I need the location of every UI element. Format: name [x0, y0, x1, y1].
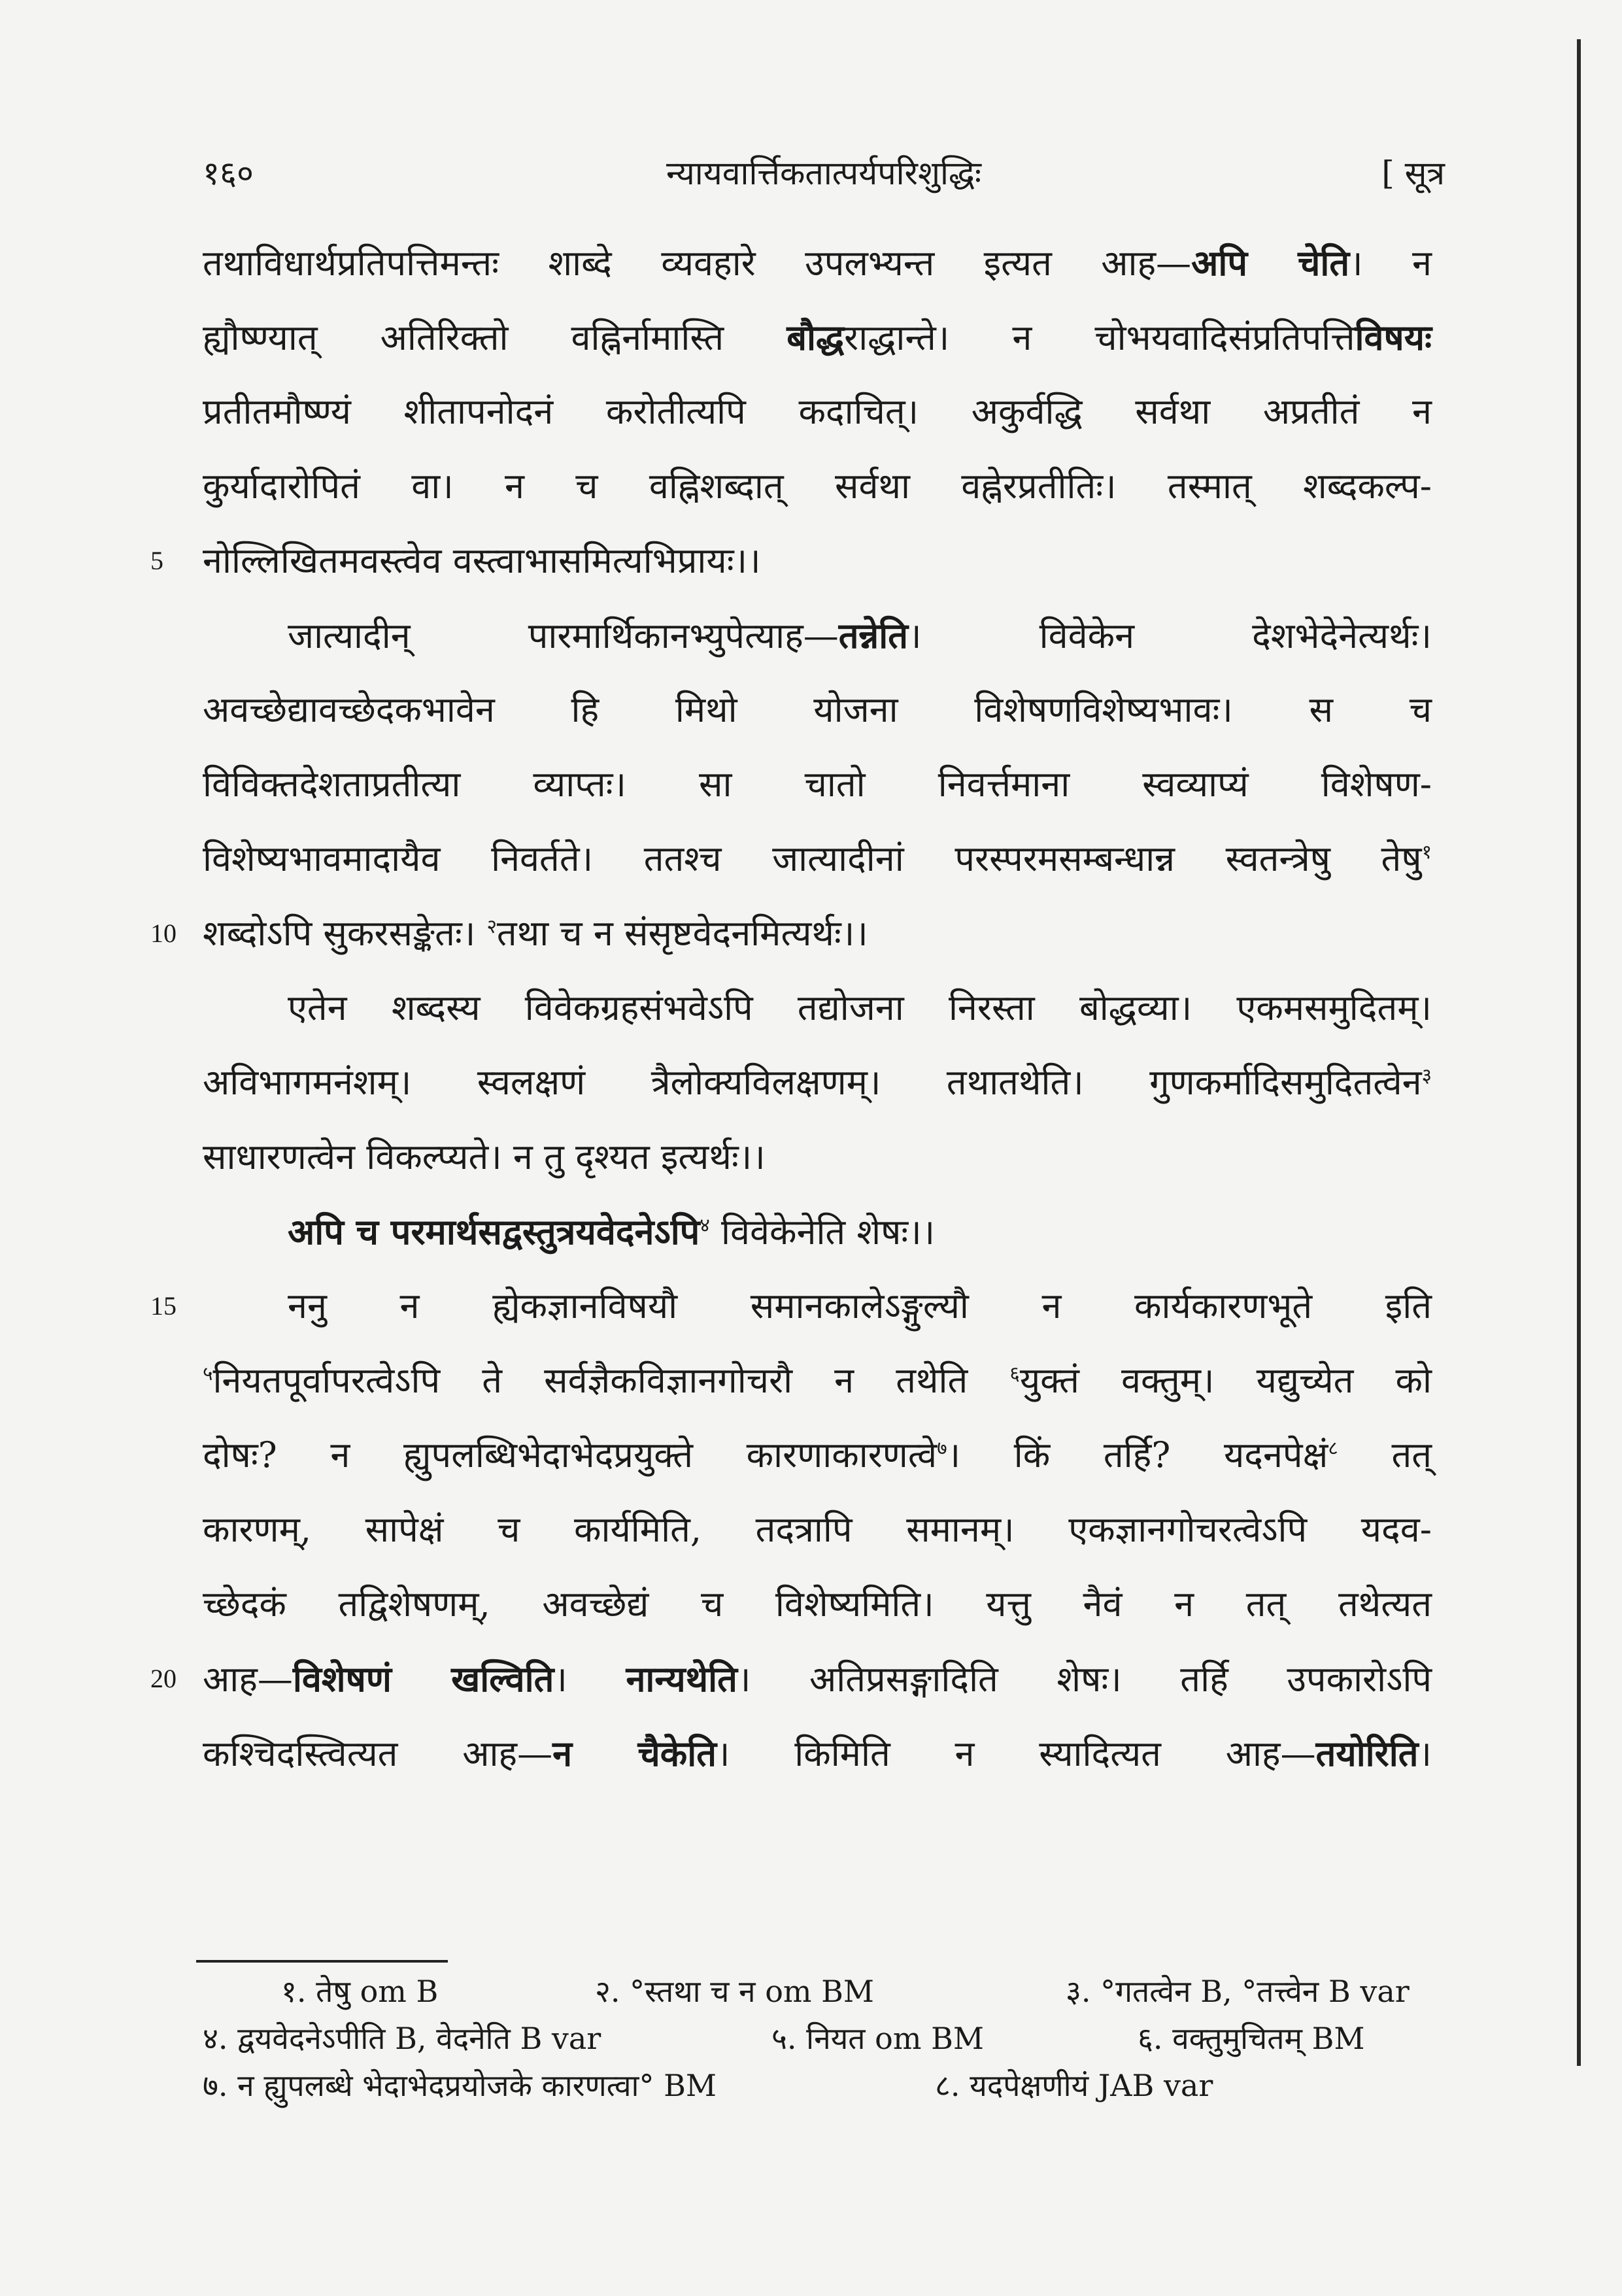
text-line: [203, 1493, 1432, 1567]
line-number: 15: [150, 1291, 177, 1321]
text-segment: साधारणत्वेन विकल्प्यते। न तु दृश्यत इत्यर्थः।।: [203, 1136, 766, 1177]
text-segment: ह्यौष्ण्यात् अतिरिक्तो वह्निर्नामास्ति: [203, 317, 787, 358]
text-line: [203, 1120, 1432, 1194]
text-segment: अवच्छेद्यावच्छेदकभावेन हि मिथो योजना विशेषणविशेष्यभावः। स च: [203, 689, 1432, 730]
running-header: [203, 144, 1445, 203]
main-text: [150, 226, 1432, 1791]
footnote-row: [203, 1968, 1432, 2015]
text-segment: । अतिप्रसङ्गादिति शेषः। तर्हि उपकारोऽपि: [737, 1659, 1432, 1700]
text-line: [203, 1418, 1432, 1493]
text-line: [203, 1716, 1432, 1791]
text-line: [150, 896, 1432, 971]
footnote-rule: [196, 1960, 448, 1963]
text-segment: कुर्यादारोपितं वा। न च वह्निशब्दात् सर्वथा वह्नेरप्रतीतिः। तस्मात् शब्दकल्प-: [203, 465, 1432, 507]
text-segment: आह—: [203, 1659, 293, 1700]
pratika-quote: नान्यथेति: [626, 1658, 737, 1700]
footnote: ४. द्वयवेदनेऽपीति B, वेदनेति B var: [203, 2021, 601, 2056]
footnote: १. तेषु om B: [281, 1974, 439, 2009]
footnote: ८. यदपेक्षणीयं JAB var: [935, 2068, 1213, 2103]
section-marker: [ सूत्र: [1381, 154, 1445, 192]
footnote: ३. °गतत्वेन B, °तत्त्वेन B var: [1066, 1974, 1410, 2009]
footnote: २. °स्तथा च न om BM: [595, 1974, 875, 2009]
text-segment: । विवेकेन देशभेदेनेत्यर्थः।: [908, 615, 1432, 656]
pratika-quote: अपि चेति: [1191, 242, 1350, 284]
text-line: [203, 375, 1432, 449]
footnote-marker: १: [1421, 841, 1432, 864]
text-segment: । न: [1349, 243, 1432, 284]
text-segment: नियतपूर्वापरत्वेऽपि ते सर्वज्ञैकविज्ञानगोचरौ न तथेति: [212, 1360, 1010, 1401]
footnote-marker: ६: [1009, 1362, 1020, 1385]
text-line: [203, 971, 1432, 1045]
pratika-quote: अपि च परमार्थसद्वस्तुत्रयवेदनेऽपि: [288, 1211, 700, 1253]
text-segment: । किं तर्हि? यदनपेक्षं: [947, 1434, 1328, 1476]
text-segment: एतेन शब्दस्य विवेकग्रहसंभवेऽपि तद्योजना निरस्ता बोद्धव्या। एकमसमुदितम्।: [288, 987, 1432, 1028]
text-line: [203, 1194, 1432, 1269]
text-line: [203, 822, 1432, 896]
text-line: [150, 524, 1432, 598]
text-segment: तथा च न संसृष्टवेदनमित्यर्थः।।: [496, 913, 868, 954]
footnote-row: [203, 2062, 1432, 2109]
pratika-quote: तन्नेति: [838, 615, 909, 656]
text-segment: ।: [1418, 1733, 1432, 1774]
text-segment: दोषः? न ह्युपलब्धिभेदाभेदप्रयुक्ते कारणाकारणत्वे: [203, 1434, 938, 1476]
text-segment: तथाविधार्थप्रतिपत्तिमन्तः शाब्दे व्यवहारे उपलभ्यन्त इत्यत आह—: [203, 243, 1192, 284]
text-segment: ननु न ह्येकज्ञानविषयौ समानकालेऽङ्गुल्यौ न कार्यकारणभूते इति: [288, 1285, 1432, 1326]
pratika-quote: तयोरिति: [1315, 1732, 1419, 1774]
text-segment: प्रतीतमौष्ण्यं शीतापनोदनं करोतीत्यपि कदाचित्। अकुर्वद्धि सर्वथा अप्रतीतं न: [203, 391, 1432, 432]
footnote-row: [203, 2015, 1432, 2062]
running-title: न्यायवार्त्तिकतात्पर्यपरिशुद्धिः: [666, 154, 981, 192]
text-segment: च्छेदकं तद्विशेषणम्, अवच्छेद्यं च विशेष्यमिति। यत्तु नैवं न तत् तथेत्यत: [203, 1583, 1432, 1625]
footnote-marker: ४: [700, 1214, 710, 1237]
footnote-marker: ५: [203, 1362, 213, 1385]
text-line: [203, 449, 1432, 524]
footnote-marker: ३: [1421, 1064, 1432, 1087]
text-line: [203, 598, 1432, 673]
text-segment: । किमिति न स्यादित्यत आह—: [717, 1733, 1316, 1774]
footnote-marker: ८: [1328, 1437, 1338, 1460]
footnote-marker: ७: [937, 1437, 947, 1460]
text-segment: युक्तं वक्तुम्। यद्युच्येत को: [1019, 1360, 1432, 1401]
pratika-quote: विषयः: [1355, 316, 1432, 358]
page-number: १६०: [203, 154, 254, 192]
text-segment: जात्यादीन् पारमार्थिकानभ्युपेत्याह—: [288, 615, 839, 656]
text-line: [203, 226, 1432, 300]
text-line: [203, 1045, 1432, 1120]
text-segment: शब्दोऽपि सुकरसङ्केतः।: [203, 913, 487, 954]
text-segment: कश्चिदस्त्वित्यत आह—: [203, 1733, 553, 1774]
text-segment: विशेष्यभावमादायैव निवर्तते। ततश्च जात्यादीनां परस्परमसम्बन्धान्न स्वतन्त्रेषु तेषु: [203, 838, 1422, 879]
text-line: [150, 1269, 1432, 1343]
text-line: [203, 747, 1432, 822]
text-segment: ।: [554, 1659, 626, 1700]
pratika-quote: न चैकेति: [552, 1732, 717, 1774]
text-line: [150, 1642, 1432, 1716]
page-edge-line: [1577, 39, 1581, 2066]
text-line: [203, 1567, 1432, 1642]
footnote-marker: २: [486, 915, 497, 938]
text-segment: तत्: [1338, 1434, 1432, 1476]
line-number: 5: [150, 546, 163, 575]
pratika-quote: बौद्ध: [786, 316, 845, 358]
text-segment: नोल्लिखितमवस्त्वेव वस्त्वाभासमित्यभिप्रायः।।: [203, 540, 761, 581]
text-segment: अविभागमनंशम्। स्वलक्षणं त्रैलोक्यविलक्षणम्। तथातथेति। गुणकर्मादिसमुदितत्वेन: [203, 1062, 1422, 1103]
text-segment: कारणम्, सापेक्षं च कार्यमिति, तदत्रापि समानम्। एकज्ञानगोचरत्वेऽपि यदव-: [203, 1509, 1432, 1550]
text-line: [203, 300, 1432, 375]
footnote: ५. नियत om BM: [771, 2021, 984, 2056]
text-line: [203, 673, 1432, 747]
footnote: ६. वक्तुमुचितम् BM: [1138, 2021, 1365, 2056]
line-number: 20: [150, 1664, 177, 1693]
footnotes: [203, 1968, 1432, 2109]
text-segment: राद्धान्ते। न चोभयवादिसंप्रतिपत्ति: [844, 317, 1355, 358]
footnote: ७. न ह्युपलब्धे भेदाभेदप्रयोजके कारणत्वा° BM: [203, 2068, 717, 2103]
line-number: 10: [150, 919, 177, 948]
text-line: [203, 1343, 1432, 1418]
pratika-quote: विशेषणं खल्विति: [292, 1658, 554, 1700]
text-segment: विविक्तदेशताप्रतीत्या व्याप्तः। सा चातो निवर्त्तमाना स्वव्याप्यं विशेषण-: [203, 764, 1432, 805]
text-segment: विवेकेनेति शेषः।।: [709, 1211, 936, 1253]
